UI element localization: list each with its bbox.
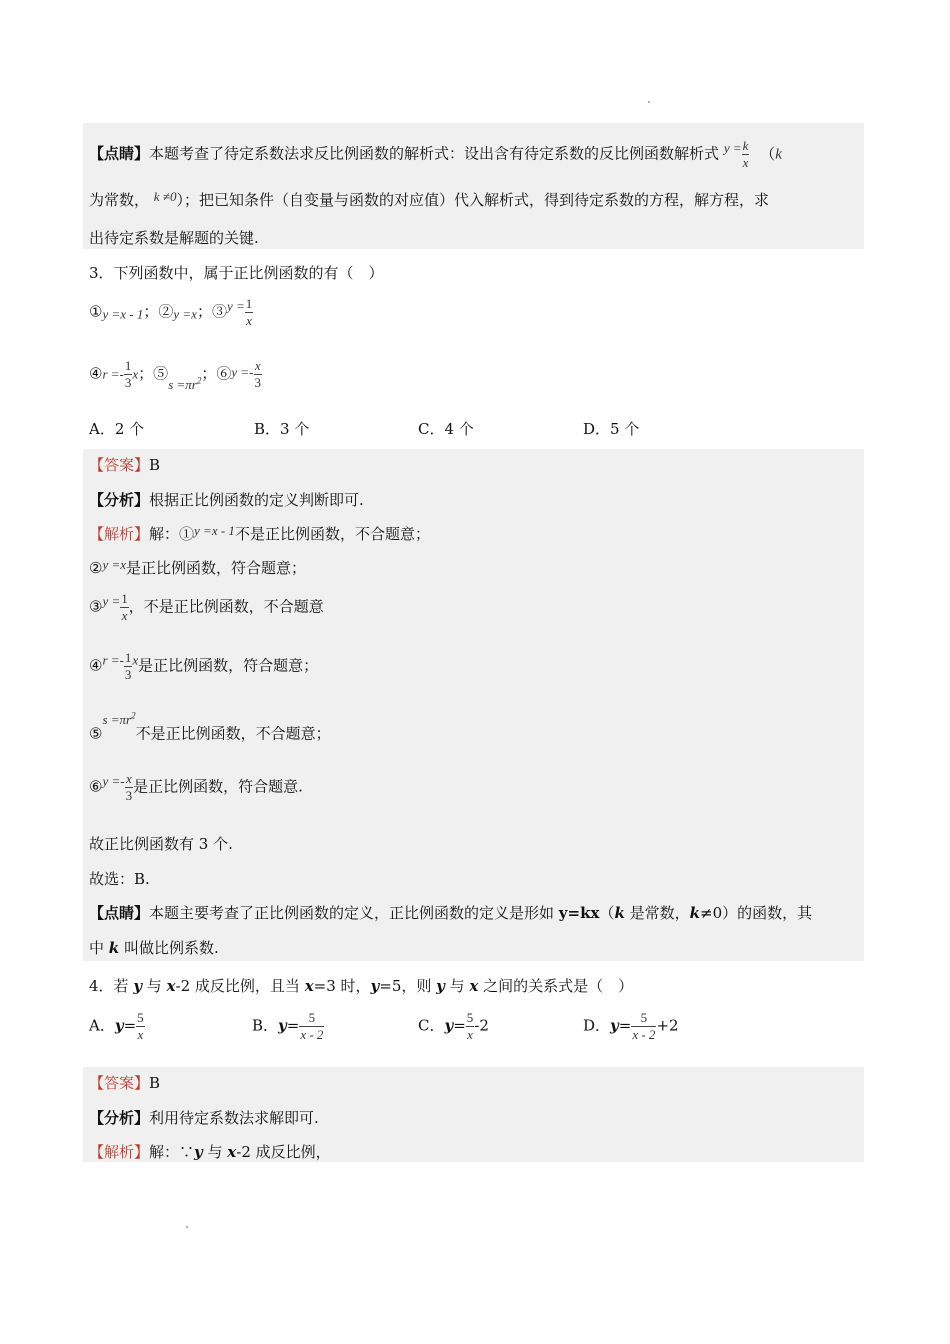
q4-stem-y2: y <box>370 977 380 995</box>
q3-s6-mark: ⑥ <box>89 777 103 796</box>
q4-stem-b: 与 <box>142 977 167 995</box>
q4-c-eq: = <box>453 1016 466 1035</box>
q3-solution-line-5 <box>89 711 331 743</box>
q3-item-4-den: 3 <box>124 375 132 390</box>
q4-solution-x: x <box>227 1143 237 1161</box>
hint1-frac-num: k <box>742 138 749 153</box>
q4-a-y: y <box>114 1016 124 1035</box>
q4-stem-e: =5，则 <box>379 977 437 995</box>
q4-b-y: y <box>278 1016 287 1035</box>
q3-s6-num: x <box>125 771 132 786</box>
q3-item-6-num: x <box>254 358 261 373</box>
q3-hint-tag: 【点睛】 <box>89 904 150 922</box>
q3-s6-text: 是正比例函数，符合题意. <box>133 777 303 796</box>
q3-s1-text: 不是正比例函数，不合题意； <box>234 525 430 543</box>
q4-stem-y: y <box>133 977 143 995</box>
q3-item-5-sep: ； <box>201 364 217 383</box>
q3-hint-c: （ <box>599 904 615 922</box>
q4-stem <box>89 975 633 996</box>
q4-answer: B <box>149 1074 161 1092</box>
q3-item-1-sep: ； <box>143 302 159 321</box>
q3-s3-den: x <box>121 608 128 623</box>
q3-s2-text: 是正比例函数，符合题意； <box>126 559 307 577</box>
q3-item-3-mark: ③ <box>211 302 227 321</box>
hint1-line-2 <box>89 189 769 210</box>
q4-c-label: C． <box>418 1016 445 1035</box>
q3-item-4-sep: ； <box>138 364 154 383</box>
q3-item-1-mark: ① <box>89 302 103 321</box>
q3-hint-line2-c: 叫做比例系数. <box>119 939 219 957</box>
q3-answer-line <box>89 454 160 475</box>
q3-s4-var: x <box>132 652 139 668</box>
q4-b-num: 5 <box>308 1010 316 1025</box>
q3-item-4-num: 1 <box>124 358 132 373</box>
q4-solution-block <box>83 1067 864 1162</box>
q3-item-6-den: 3 <box>254 375 261 390</box>
q4-d-y: y <box>610 1016 619 1035</box>
q3-item-6-mark: ⑥ <box>216 364 232 383</box>
q3-item-6-fraction <box>254 358 263 391</box>
q4-d-label: D． <box>583 1016 611 1035</box>
q4-choice-c <box>418 1010 489 1043</box>
q4-stem-x: x <box>166 977 176 995</box>
q3-s6-fraction <box>125 771 134 804</box>
q3-analysis: 根据正比例函数的定义判断即可. <box>149 491 364 509</box>
q4-stem-f: 与 <box>444 977 470 995</box>
q3-hint-line2-a: 中 <box>89 939 109 957</box>
q4-c-den: x <box>467 1027 473 1042</box>
q3-item-2-formula: y =x <box>173 306 197 322</box>
hint1-line3-text: 出待定系数是解题的关键. <box>89 229 259 247</box>
q4-solution-b: 与 <box>202 1143 228 1161</box>
scan-speck-bottom <box>186 1226 188 1228</box>
q3-solution-line-2 <box>89 557 306 578</box>
q4-d-den: x - 2 <box>632 1027 656 1042</box>
hint1-line2-start: 为常数， <box>89 191 150 209</box>
q3-hint-b: y=kx <box>558 904 600 922</box>
q3-s5-base: s =πr <box>102 712 132 728</box>
q3-s2-formula: y =x <box>102 557 127 572</box>
q3-item-5-base: s =πr <box>168 376 197 392</box>
q4-c-num: 5 <box>466 1010 474 1025</box>
q4-analysis-line <box>89 1107 319 1128</box>
q4-a-fraction <box>136 1010 145 1043</box>
q3-item-3-fraction <box>245 296 254 329</box>
q4-solution-a: 解：∵ <box>149 1143 195 1161</box>
q4-d-tail: +2 <box>656 1016 679 1035</box>
q3-hint-e: 是常数， <box>624 904 690 922</box>
q3-s5-text: 不是正比例函数，不合题意； <box>135 724 331 743</box>
q4-choice-a <box>89 1010 145 1043</box>
q3-item-4-lhs: r =- <box>102 366 124 382</box>
q3-s4-text: 是正比例函数，符合题意； <box>138 656 319 675</box>
q3-items-row-1 <box>89 296 253 329</box>
q3-s6-lhs: y =- <box>102 773 125 789</box>
q4-answer-tag: 【答案】 <box>89 1074 150 1092</box>
q3-hint-line-2 <box>89 937 219 958</box>
hint1-tail-k: k <box>775 146 782 163</box>
q3-hint-f: k <box>689 904 701 922</box>
q4-stem-c: -2 成反比例，且当 <box>175 977 305 995</box>
q4-a-eq: = <box>123 1016 137 1035</box>
hint1-line-1 <box>89 138 782 171</box>
q3-items-row-2 <box>89 358 262 393</box>
hint1-tag: 【点睛】 <box>89 144 150 163</box>
q3-hint-line2-b: k <box>108 939 120 957</box>
q3-s3-fraction <box>120 591 129 624</box>
q3-s4-den: 3 <box>124 667 132 682</box>
q3-choice-a: A．2 个 <box>89 420 145 438</box>
q3-item-2-sep: ； <box>196 302 212 321</box>
q3-choice-d: D．5 个 <box>583 420 640 438</box>
q3-choice-b: B．3 个 <box>254 420 310 438</box>
q4-b-den: x - 2 <box>300 1027 324 1042</box>
hint1-tail: （ <box>760 144 776 163</box>
q3-item-4-mark: ④ <box>89 364 103 383</box>
q3-s5-mark: ⑤ <box>89 724 103 743</box>
q4-analysis-tag: 【分析】 <box>89 1109 150 1127</box>
q4-c-fraction <box>466 1010 475 1043</box>
q3-answer: B <box>149 456 161 474</box>
q4-choice-d <box>583 1010 679 1043</box>
q3-solution-line-3 <box>89 591 324 624</box>
q4-a-label: A． <box>89 1016 115 1035</box>
q3-s4-num: 1 <box>124 650 132 665</box>
q3-item-2-mark: ② <box>158 302 174 321</box>
q3-s4-mark: ④ <box>89 656 103 675</box>
q3-s4-lhs: r =- <box>102 652 124 668</box>
q4-answer-line <box>89 1072 160 1093</box>
q3-answer-tag: 【答案】 <box>89 456 150 474</box>
q3-solution-line-4 <box>89 650 318 683</box>
q3-item-3-den: x <box>246 313 252 328</box>
q4-analysis: 利用待定系数法求解即可. <box>149 1109 319 1127</box>
q4-c-y: y <box>444 1016 454 1035</box>
q3-s3-lhs: y = <box>102 593 121 609</box>
hint1-line-3 <box>89 227 259 248</box>
q3-solution-tag: 【解析】 <box>89 525 150 543</box>
q4-stem-x2: x <box>304 977 314 995</box>
q3-hint-line-1 <box>89 902 812 923</box>
q3-item-3-num: 1 <box>245 296 253 311</box>
q3-item-1-formula: y =x - 1 <box>102 306 144 322</box>
q4-d-fraction <box>631 1010 656 1043</box>
q4-c-tail: -2 <box>474 1016 489 1035</box>
q4-stem-g: 之间的关系式是（ ） <box>478 977 634 995</box>
q3-solution-block <box>83 449 864 961</box>
q4-choice-b <box>252 1010 324 1043</box>
q4-solution-y: y <box>194 1143 203 1161</box>
hint1-frac-den: x <box>742 155 749 170</box>
scan-speck <box>648 101 650 103</box>
q3-solution-line-1 <box>89 523 430 544</box>
q4-a-den: x <box>137 1027 144 1042</box>
q3-solution-start: 解：① <box>149 525 195 543</box>
q3-s6-den: 3 <box>125 788 133 803</box>
q4-stem-y3: y <box>436 977 445 995</box>
q4-b-label: B． <box>252 1016 279 1035</box>
q3-analysis-tag: 【分析】 <box>89 491 150 509</box>
q3-item-6-lhs: y =- <box>231 364 254 380</box>
q3-count-line: 故正比例函数有 3 个. <box>89 835 233 853</box>
q3-s3-num: 1 <box>121 591 128 606</box>
q3-item-4-var: x <box>132 366 139 382</box>
hint-block-1 <box>83 123 864 249</box>
q4-b-fraction <box>299 1010 324 1043</box>
q4-solution-tag: 【解析】 <box>89 1143 150 1161</box>
hint1-text-1: 本题考查了待定系数法求反比例函数的解析式：设出含有待定系数的反比例函数解析式 <box>149 144 720 163</box>
q3-s2-mark: ② <box>89 559 103 577</box>
q3-analysis-line <box>89 489 364 510</box>
q4-b-eq: = <box>286 1016 300 1035</box>
hint1-line2-formula: k ≠0 <box>153 189 177 204</box>
hint1-fraction <box>742 138 750 171</box>
q3-s1-formula: y =x - 1 <box>194 523 235 538</box>
q3-choose-line: 故选：B. <box>89 870 150 888</box>
q3-s3-text: ，不是正比例函数，不合题意 <box>128 597 324 616</box>
q3-choice-c: C．4 个 <box>418 420 474 438</box>
q3-hint-d: k <box>614 904 625 922</box>
q4-solution-line <box>89 1141 331 1162</box>
q3-item-5-mark: ⑤ <box>153 364 169 383</box>
q3-s5-formula <box>102 712 135 727</box>
q3-s3-mark: ③ <box>89 597 103 616</box>
q4-a-num: 5 <box>137 1010 144 1025</box>
q3-stem: 3．下列函数中，属于正比例函数的有（ ） <box>89 264 384 282</box>
q4-stem-x3: x <box>469 977 479 995</box>
q3-item-5-formula <box>168 377 201 392</box>
q4-d-num: 5 <box>640 1010 648 1025</box>
q3-solution-line-6 <box>89 771 303 804</box>
hint1-formula-lhs: y = <box>723 140 742 156</box>
hint1-line2-text: ）；把已知条件（自变量与函数的对应值）代入解析式，得到待定系数的方程，解方程，求 <box>176 191 769 209</box>
q3-s5-sup: 2 <box>131 711 136 721</box>
q3-item-3-lhs: y = <box>226 298 245 314</box>
q4-stem-d: =3 时， <box>313 977 371 995</box>
q3-hint-g: ≠0）的函数，其 <box>700 904 813 922</box>
q4-stem-a: 4．若 <box>89 977 134 995</box>
q3-item-5-sup: 2 <box>196 375 202 386</box>
q4-solution-c: -2 成反比例， <box>236 1143 331 1161</box>
q4-d-eq: = <box>618 1016 632 1035</box>
q3-hint-a: 本题主要考查了正比例函数的定义，正比例函数的定义是形如 <box>149 904 559 922</box>
